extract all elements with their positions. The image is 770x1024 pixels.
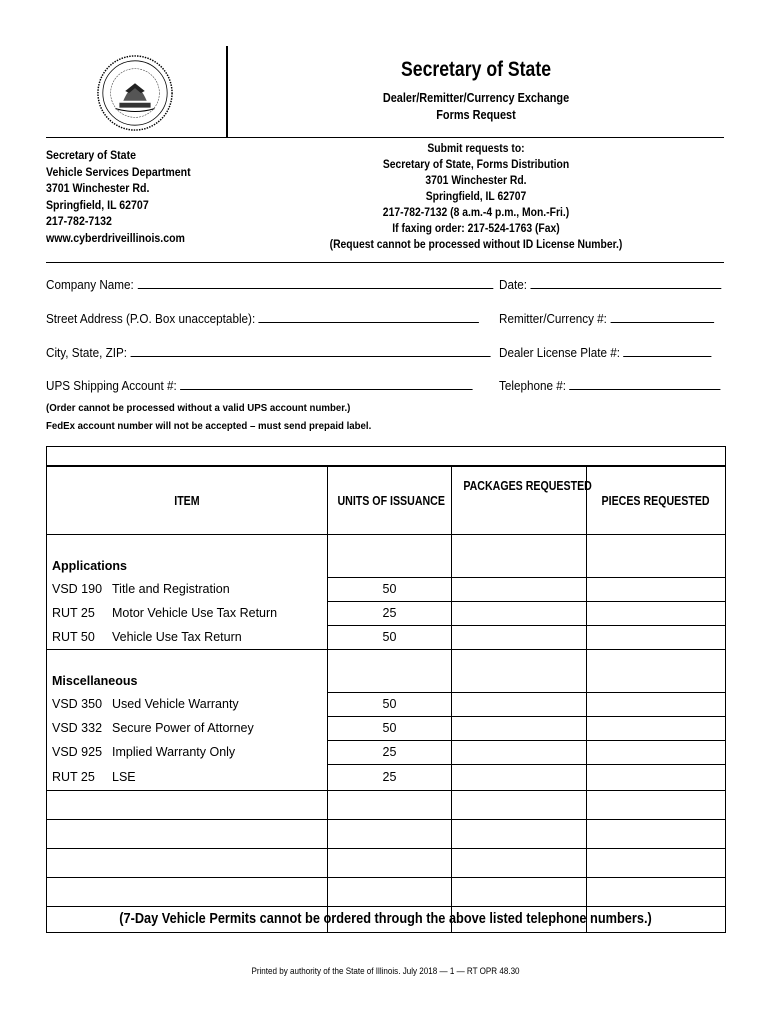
remitter-line[interactable] <box>611 310 715 323</box>
form-code: VSD 190 <box>52 582 103 596</box>
header-item: ITEM <box>47 466 328 535</box>
table-header-row <box>47 466 726 535</box>
ups-account-line[interactable] <box>180 377 473 390</box>
permit-note: (7-Day Vehicle Permits cannot be ordered through the above listed telephone numbers.) <box>119 911 652 927</box>
pieces-cell[interactable] <box>587 692 726 716</box>
pieces-cell[interactable] <box>587 577 726 601</box>
date-line[interactable] <box>531 276 722 289</box>
blank-row <box>47 791 726 820</box>
pieces-cell[interactable] <box>587 740 726 764</box>
table-row <box>47 764 726 791</box>
table-row <box>47 716 726 740</box>
units-value: 50 <box>328 625 452 650</box>
header-rule <box>46 137 724 138</box>
packages-cell[interactable] <box>452 740 587 764</box>
packages-cell[interactable] <box>452 625 587 650</box>
table-row <box>47 535 726 578</box>
header-units: UNITS OF ISSUANCE <box>328 466 452 535</box>
pieces-cell[interactable] <box>587 764 726 791</box>
units-value: 50 <box>328 577 452 601</box>
packages-cell[interactable] <box>452 764 587 791</box>
page-title: Secretary of State <box>400 58 552 81</box>
packages-cell[interactable] <box>452 692 587 716</box>
ups-account-field[interactable]: UPS Shipping Account #: <box>46 377 473 393</box>
blank-row <box>47 878 726 907</box>
header-divider <box>226 46 228 138</box>
pieces-cell[interactable] <box>587 535 726 578</box>
units-value: 25 <box>328 764 452 791</box>
form-code: RUT 50 <box>52 630 95 644</box>
telephone-field[interactable]: Telephone #: <box>499 377 721 393</box>
packages-cell[interactable] <box>452 601 587 625</box>
packages-cell[interactable] <box>452 577 587 601</box>
table-row <box>47 692 726 716</box>
company-name-field[interactable]: Company Name: <box>46 276 493 292</box>
packages-cell[interactable] <box>452 716 587 740</box>
table-row <box>47 625 726 650</box>
website-link[interactable]: www.cyberdriveillinois.com <box>46 232 185 245</box>
blank-row <box>47 820 726 849</box>
department-address: Secretary of State Vehicle Services Department 3701 Winchester Rd. Springfield, IL 62707 217-782-7132 www.cyberdriveillinois.com <box>46 148 191 247</box>
units-value: 25 <box>328 601 452 625</box>
pieces-cell[interactable] <box>587 601 726 625</box>
packages-cell[interactable] <box>452 535 587 578</box>
form-desc: Secure Power of Attorney <box>112 721 254 735</box>
dealer-plate-line[interactable] <box>624 344 712 357</box>
pieces-cell[interactable] <box>587 650 726 693</box>
form-code: VSD 925 <box>52 745 103 759</box>
city-state-zip-line[interactable] <box>131 344 491 357</box>
form-desc: LSE <box>112 770 136 784</box>
units-value: 25 <box>328 740 452 764</box>
form-desc: Implied Warranty Only <box>112 745 236 759</box>
fedex-note: FedEx account number will not be accepted – must send prepaid label. <box>46 420 372 432</box>
page-subtitle: Dealer/Remitter/Currency Exchange Forms Request <box>382 90 570 122</box>
company-name-line[interactable] <box>137 276 493 289</box>
telephone-line[interactable] <box>570 377 721 390</box>
table-row <box>47 601 726 625</box>
section-applications: Applications <box>47 535 328 578</box>
dealer-plate-field[interactable]: Dealer License Plate #: <box>499 344 712 360</box>
state-seal-icon <box>96 54 174 132</box>
units-value: 50 <box>328 716 452 740</box>
blank-row <box>47 849 726 878</box>
packages-cell[interactable] <box>452 650 587 693</box>
table-row <box>47 577 726 601</box>
section-miscellaneous: Miscellaneous <box>47 650 328 693</box>
form-code: VSD 332 <box>52 721 103 735</box>
units-value: 50 <box>328 692 452 716</box>
table-spacer-row <box>47 447 726 467</box>
form-desc: Motor Vehicle Use Tax Return <box>112 606 278 620</box>
form-desc: Used Vehicle Warranty <box>112 697 239 711</box>
section-rule <box>46 262 724 263</box>
form-code: RUT 25 <box>52 770 95 784</box>
header-packages: PACKAGES REQUESTED <box>452 466 587 535</box>
date-field[interactable]: Date: <box>499 276 721 292</box>
table-row <box>47 650 726 693</box>
ups-note: (Order cannot be processed without a valid UPS account number.) <box>46 402 351 414</box>
form-desc: Title and Registration <box>112 582 230 596</box>
form-desc: Vehicle Use Tax Return <box>112 630 242 644</box>
street-address-field[interactable]: Street Address (P.O. Box unacceptable): <box>46 310 479 326</box>
pieces-cell[interactable] <box>587 625 726 650</box>
printed-by-line: Printed by authority of the State of Illinois. July 2018 — 1 — RT OPR 48.30 <box>251 966 520 977</box>
city-state-zip-field[interactable]: City, State, ZIP: <box>46 344 491 360</box>
pieces-cell[interactable] <box>587 716 726 740</box>
forms-table <box>46 446 726 933</box>
form-code: VSD 350 <box>52 697 103 711</box>
street-address-line[interactable] <box>259 310 480 323</box>
remitter-field[interactable]: Remitter/Currency #: <box>499 310 714 326</box>
submit-instructions: Submit requests to: Secretary of State, Forms Distribution 3701 Winchester Rd. Springfield, IL 62707 217-782-7132 (8 a.m.-4 p.m., Mon.-Fri.) If faxing order: 217-524-1763 (Fax) (Request cannot be processed without ID License Number.) <box>329 143 623 251</box>
table-row <box>47 740 726 764</box>
header-pieces: PIECES REQUESTED <box>587 466 726 535</box>
form-code: RUT 25 <box>52 606 95 620</box>
